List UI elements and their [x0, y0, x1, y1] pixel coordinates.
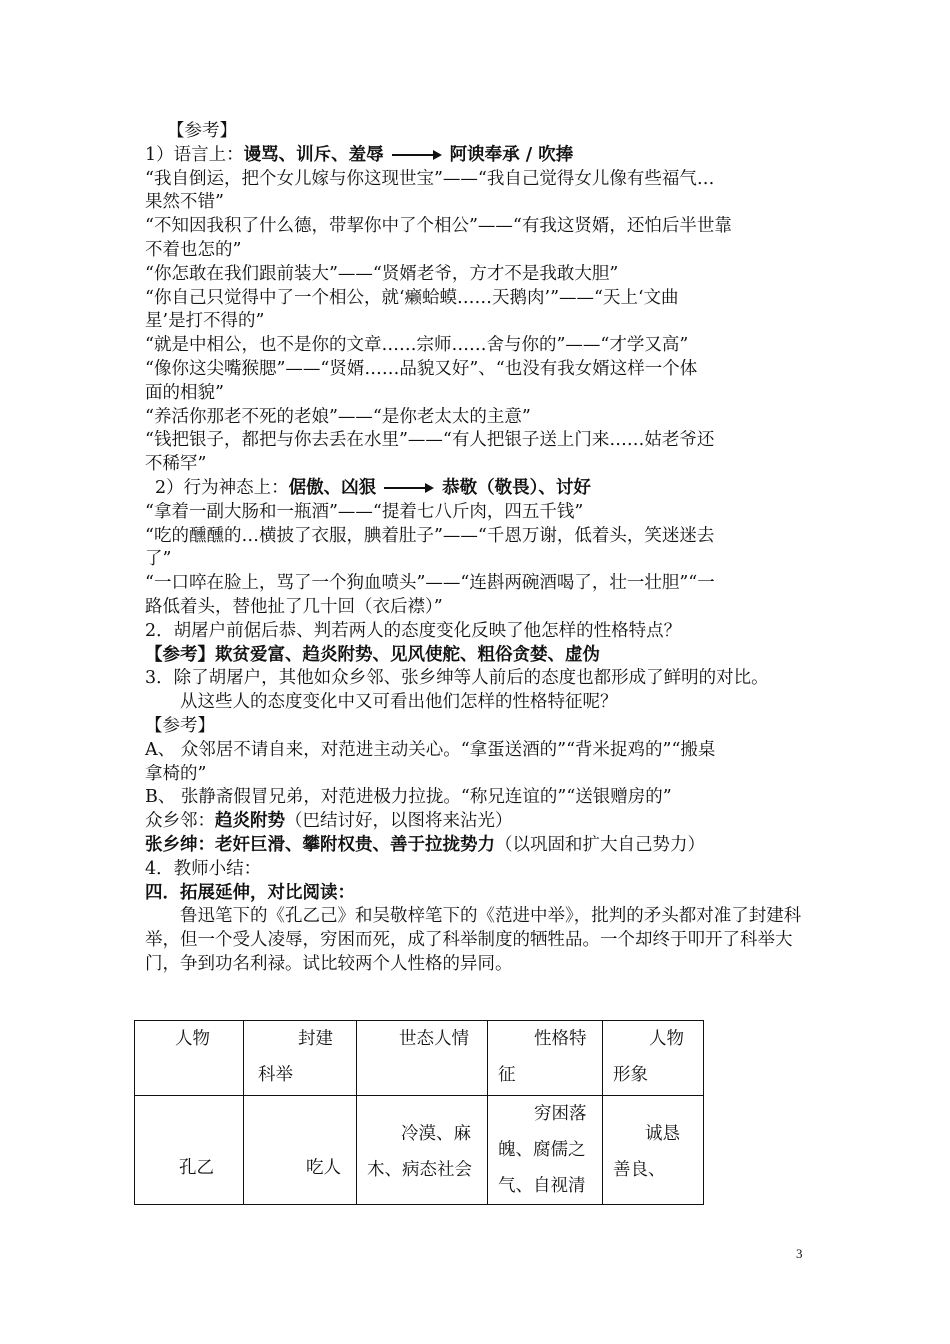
before-attitude: 谩骂、训斥、羞辱: [243, 144, 384, 165]
neighbors-note: （巴结讨好，以图将来沾光）: [285, 811, 513, 832]
section-four-heading: [145, 882, 820, 906]
table-header-row: [135, 1021, 704, 1096]
header-cell-image: [603, 1021, 704, 1096]
header-text: 征: [498, 1065, 516, 1085]
quote-line: “你怎敢在我们跟前装大”——“贤婿老爷，方才不是我敢大胆”: [145, 263, 619, 284]
quote-line: “吃的醺醺的…横披了衣服，腆着肚子”——“千恩万谢，低着头，笑迷迷去: [145, 525, 715, 546]
question-3: 3．除了胡屠户，其他如众乡邻、张乡绅等人前后的态度也都形成了鲜明的对比。: [145, 668, 769, 689]
cell-image: [603, 1096, 704, 1205]
cell-text: 穷困落: [534, 1104, 587, 1124]
neighbors-label: 众乡邻：: [145, 811, 215, 832]
cell-text: 魄、腐儒之: [498, 1140, 586, 1160]
before-behavior: 倨傲、凶狠: [288, 477, 377, 498]
neighbors-summary: [145, 810, 820, 834]
cell-society: [357, 1096, 488, 1205]
reference-answer-2: [145, 644, 820, 668]
language-aspect: [145, 144, 820, 168]
quote-line: 果然不错”: [145, 192, 224, 213]
cell-text: 孔乙: [179, 1158, 214, 1178]
quote-line: 不着也怎的”: [145, 239, 242, 260]
quote-line: “不知因我积了什么德，带挈你中了个相公”——“有我这贤婿，还怕后半世靠: [145, 216, 732, 237]
answer-2-text: 【参考】欺贫爱富、趋炎附势、见风使舵、粗俗贪婪、虚伪: [145, 644, 600, 665]
arrow-right-icon: [392, 150, 442, 160]
item-a: A、 众邻居不请自来，对范进主动关心。“拿蛋送酒的”“背米捉鸡的”“搬桌: [145, 739, 716, 760]
neighbors-trait: 趋炎附势: [215, 811, 285, 832]
after-behavior: 恭敬（敬畏）、讨好: [442, 477, 591, 498]
cell-text: 气、自视清: [498, 1176, 586, 1196]
quote-line: “拿着一副大肠和一瓶酒”——“提着七八斤肉，四五千钱”: [145, 501, 584, 522]
header-text: 封建: [298, 1029, 333, 1049]
quote-line: “就是中相公，也不是你的文章……宗师……舍与你的”——“才学又高”: [145, 335, 689, 356]
header-text: 人物: [175, 1029, 210, 1049]
reference-heading-3: 【参考】: [145, 715, 215, 736]
behavior-aspect: [145, 477, 820, 501]
reference-heading-1: 【参考】: [167, 121, 237, 141]
quote-line: 不稀罕”: [145, 454, 207, 475]
section-four-title: 四．拓展延伸，对比阅读：: [145, 882, 355, 903]
quote-line: “你自己只觉得中了一个相公，就‘癞蛤蟆……天鹅肉’”——“天上‘文曲: [145, 287, 679, 308]
cell-text: 木、病态社会: [367, 1160, 472, 1180]
quote-line: “钱把银子，都把与你去丢在水里”——“有人把银子送上门来……姑老爷还: [145, 430, 715, 451]
quote-line: 路低着头，替他扯了几十回（衣后襟）”: [145, 596, 443, 617]
cell-imperial-exam: [244, 1096, 357, 1205]
header-text: 科举: [258, 1065, 293, 1085]
comparison-paragraph: 鲁迅笔下的《孔乙己》和吴敬梓笔下的《范进中举》，批判的矛头都对准了封建科举，但一个受人凌辱，穷困而死，成了科举制度的牺牲品。一个却终于叩开了科举大门，争到功名利禄。试比较两个人性格的异同。: [145, 906, 802, 974]
quote-line: “我自倒运，把个女儿嫁与你这现世宝”——“我自己觉得女儿像有些福气…: [145, 168, 715, 189]
cell-character: [135, 1096, 244, 1205]
header-text: 形象: [613, 1065, 648, 1085]
after-attitude: 阿谀奉承 / 吹捧: [449, 144, 574, 165]
language-label: 1）语言上：: [145, 144, 244, 165]
quote-line: 了”: [145, 549, 172, 570]
quote-line: “一口啐在脸上，骂了一个狗血喷头”——“连斟两碗酒喝了，壮一壮胆”“一: [145, 573, 715, 594]
cell-text: 吃人: [306, 1158, 341, 1178]
cell-text: 善良、: [613, 1160, 666, 1180]
quote-line: “养活你那老不死的老娘”——“是你老太太的主意”: [145, 406, 531, 427]
item-b: B、 张静斋假冒兄弟，对范进极力拉拢。“称兄连谊的”“送银赠房的”: [145, 787, 672, 808]
header-cell-society: [357, 1021, 488, 1096]
gentry-summary: [145, 834, 820, 858]
question-3-cont: 从这些人的态度变化中又可看出他们怎样的性格特征呢？: [180, 692, 618, 713]
arrow-right-icon: [384, 483, 434, 493]
header-cell-imperial-exam: [244, 1021, 357, 1096]
header-text: 世态人情: [399, 1029, 469, 1049]
table-row: [135, 1096, 704, 1205]
page-number: 3: [796, 1246, 803, 1261]
gentry-trait: 老奸巨滑、攀附权贵、善于拉拢势力: [215, 834, 495, 855]
header-text: 人物: [649, 1029, 684, 1049]
document-body: [145, 120, 820, 977]
item-a-cont: 拿椅的”: [145, 763, 207, 784]
teacher-summary: 4．教师小结：: [145, 858, 262, 879]
cell-traits: [488, 1096, 603, 1205]
cell-text: 诚恳: [645, 1124, 680, 1144]
gentry-note: （以巩固和扩大自己势力）: [495, 834, 705, 855]
quote-line: 面的相貌”: [145, 382, 224, 403]
comparison-table: [134, 1020, 704, 1205]
header-cell-traits: [488, 1021, 603, 1096]
cell-text: 冷漠、麻: [401, 1124, 471, 1144]
header-cell-character: [135, 1021, 244, 1096]
quote-line: 星’是打不得的”: [145, 311, 265, 332]
gentry-label: 张乡绅：: [145, 834, 215, 855]
header-text: 性格特: [534, 1029, 587, 1049]
behavior-label: 2）行为神态上：: [155, 477, 289, 498]
question-2: 2．胡屠户前倨后恭、判若两人的态度变化反映了他怎样的性格特点？: [145, 620, 682, 641]
quote-line: “像你这尖嘴猴腮”——“贤婿……品貌又好”、“也没有我女婿这样一个体: [145, 358, 698, 379]
